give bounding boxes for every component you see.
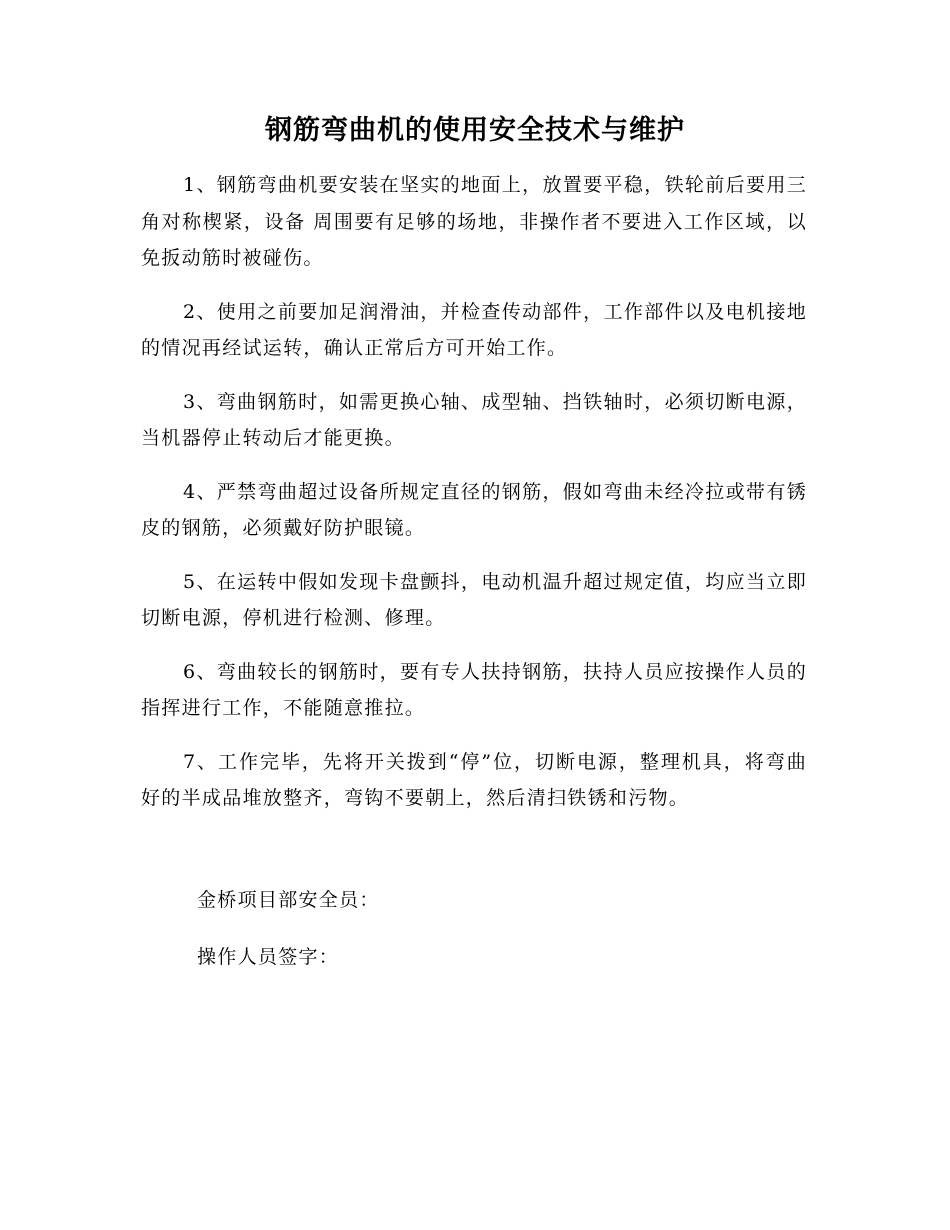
paragraph-2: 2、使用之前要加足润滑油，并检查传动部件，工作部件以及电机接地的情况再经试运转，确认正常后方可开始工作。 xyxy=(141,300,807,359)
signature-block xyxy=(197,882,697,996)
paragraph-4: 4、严禁弯曲超过设备所规定直径的钢筋，假如弯曲未经冷拉或带有锈皮的钢筋，必须戴好防护眼镜。 xyxy=(141,480,807,539)
paragraph-7: 7、工作完毕，先将开关拨到“停”位，切断电源，整理机具，将弯曲好的半成品堆放整齐，弯钩不要朝上，然后清扫铁锈和污物。 xyxy=(141,750,807,809)
paragraph-1: 1、钢筋弯曲机要安装在坚实的地面上，放置要平稳，铁轮前后要用三角对称楔紧，设备 周围要有足够的场地，非操作者不要进入工作区域，以免扳动筋时被碰伤。 xyxy=(141,174,807,269)
document-title: 钢筋弯曲机的使用安全技术与维护 xyxy=(265,115,685,146)
document-body xyxy=(141,167,807,834)
paragraph-5: 5、在运转中假如发现卡盘颤抖，电动机温升超过规定值，均应当立即切断电源，停机进行检测、修理。 xyxy=(141,570,807,629)
safety-officer-label: 金桥项目部安全员： xyxy=(197,889,380,911)
paragraph-3: 3、弯曲钢筋时，如需更换心轴、成型轴、挡铁轴时，必须切断电源，当机器停止转动后才能更换。 xyxy=(141,390,807,449)
operator-signature-label: 操作人员签字： xyxy=(197,946,340,968)
paragraph-6: 6、弯曲较长的钢筋时，要有专人扶持钢筋，扶持人员应按操作人员的指挥进行工作，不能随意推拉。 xyxy=(141,660,807,719)
